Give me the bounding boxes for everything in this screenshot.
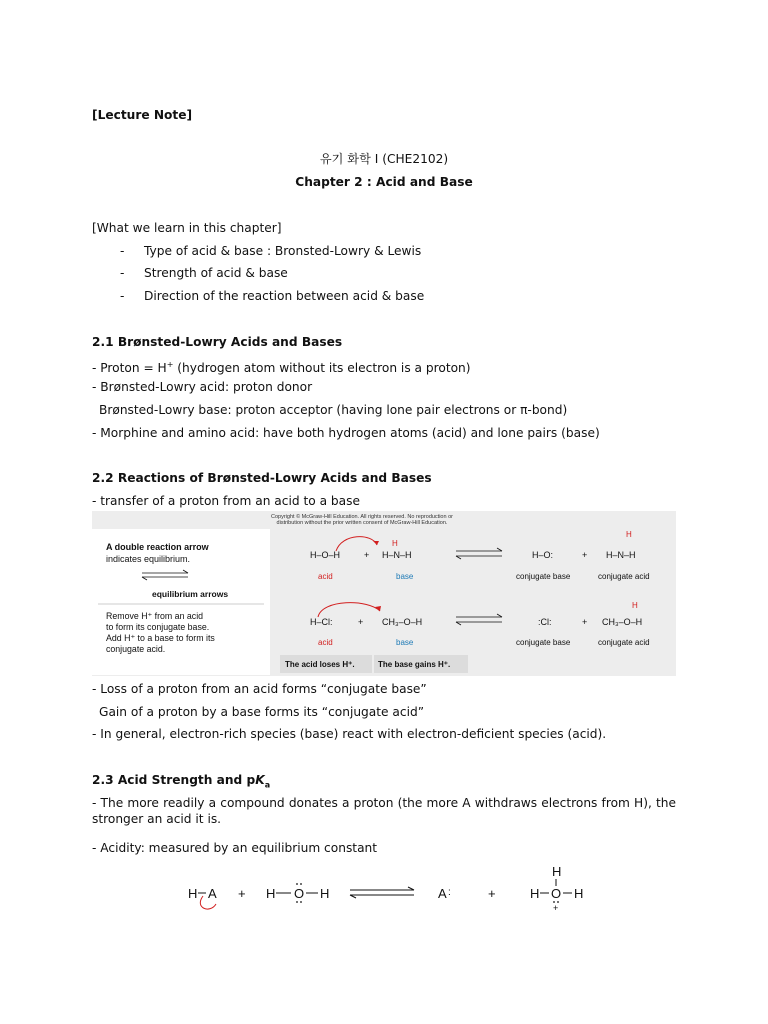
base-gains-text: The base gains H⁺. — [378, 660, 451, 669]
s21-line-1: - Proton = H+ (hydrogen atom without its electron is a proton) — [92, 360, 471, 376]
desc-line-2: to form its conjugate base. — [106, 622, 210, 632]
row2-acid-hcl: H–Cl: — [310, 617, 333, 627]
s21-line-3: Brønsted-Lowry base: proton acceptor (having lone pair electrons or π-bond) — [99, 403, 568, 417]
desc-line-3: Add H⁺ to a base to form its — [106, 633, 215, 643]
eq-h3o-o: O — [551, 886, 562, 901]
eq-water-o: O — [294, 886, 305, 901]
acidity-equilibrium-equation — [180, 862, 600, 926]
eq-water-h1: H — [266, 886, 276, 901]
section-2-1-title: 2.1 Brønsted-Lowry Acids and Bases — [92, 335, 343, 349]
row2-cb-label: conjugate base — [516, 638, 571, 647]
row1-conjugate-acid: H–N–H — [606, 550, 636, 560]
eq-anion-charge: : — [448, 887, 451, 898]
s22-after-2: Gain of a proton by a base forms its “conjugate acid” — [99, 705, 425, 719]
section-2-3-title: 2.3 Acid Strength and $pK_a$ — [92, 773, 271, 790]
row1-base-top-h: H — [392, 539, 398, 548]
plus-sign: + — [582, 617, 588, 627]
s23-paragraph-1: - The more readily a compound donates a proton (the more A withdraws electrons from H), the stronger an acid it is. — [92, 796, 676, 826]
equilibrium-arrows-label: equilibrium arrows — [152, 589, 229, 599]
chapter-title: Chapter 2 : Acid and Base — [295, 175, 473, 189]
eq-h3o-h1: H — [530, 886, 540, 901]
intro-heading: [What we learn in this chapter] — [92, 221, 282, 235]
eq-h3o-charge: + — [553, 903, 559, 913]
plus-sign: + — [358, 617, 364, 627]
row2-ca-top-h: H — [632, 601, 638, 610]
eq-water-h2: H — [320, 886, 330, 901]
eq-h3o-h2: H — [574, 886, 584, 901]
plus-sign: + — [488, 886, 496, 901]
acid-loses-text: The acid loses H⁺. — [285, 660, 355, 669]
curved-arrow-icon — [318, 603, 380, 617]
row1-cb-label: conjugate base — [516, 572, 571, 581]
double-arrow-subtitle: indicates equilibrium. — [106, 554, 191, 564]
row2-conjugate-acid: CH₃–O–H — [602, 617, 643, 627]
desc-line-1: Remove H⁺ from an acid — [106, 611, 204, 621]
row1-base-label: base — [396, 572, 414, 581]
equilibrium-arrow-icon — [456, 548, 502, 559]
eq-ha-a: A — [208, 886, 217, 901]
bullet-dash: - — [120, 266, 125, 280]
bullet-dash: - — [120, 244, 125, 258]
copyright-line-1: Copyright © McGraw-Hill Education. All rights reserved. No reproduction or — [271, 514, 453, 520]
section-2-2-title: 2.2 Reactions of Brønsted-Lowry Acids and Bases — [92, 471, 432, 485]
intro-bullet-3: Direction of the reaction between acid & base — [144, 289, 425, 303]
row1-acid-water: H–O–H — [310, 550, 341, 560]
eq-anion: A — [438, 886, 447, 901]
course-title: 유기 화학 I (CHE2102) — [319, 152, 449, 166]
s22-after-3: - In general, electron-rich species (base) react with electron-deficient species (acid). — [92, 727, 607, 741]
row2-base-label: base — [396, 638, 414, 647]
row1-conjugate-base: H–O: — [532, 550, 554, 560]
row1-ca-label: conjugate acid — [598, 572, 650, 581]
intro-bullet-2: Strength of acid & base — [144, 266, 288, 280]
s22-line-1: - transfer of a proton from an acid to a base — [92, 494, 360, 508]
row1-ca-top-h: H — [626, 530, 632, 539]
equilibrium-arrow-icon — [456, 614, 502, 625]
eq-ha-h: H — [188, 886, 198, 901]
curved-arrow-icon — [336, 537, 377, 551]
plus-sign: + — [364, 550, 370, 560]
row2-acid-label: acid — [318, 638, 333, 647]
s21-line-4: - Morphine and amino acid: have both hydrogen atoms (acid) and lone pairs (base) — [92, 426, 600, 440]
row1-base-amine: H–N–H — [382, 550, 412, 560]
intro-bullet-1: Type of acid & base : Bronsted-Lowry & Lewis — [144, 244, 422, 258]
copyright-line-2: distribution without the prior written consent of McGraw-Hill Education. — [276, 520, 448, 526]
equilibrium-arrow-icon — [350, 887, 414, 898]
row2-base-methanol: CH₃–O–H — [382, 617, 423, 627]
lecture-note-label: [Lecture Note] — [92, 108, 193, 122]
row1-acid-label: acid — [318, 572, 333, 581]
bullet-dash: - — [120, 289, 125, 303]
s21-line-2: - Brønsted-Lowry acid: proton donor — [92, 380, 313, 394]
s23-paragraph-2: - Acidity: measured by an equilibrium constant — [92, 841, 378, 855]
acid-base-reaction-figure — [92, 511, 676, 676]
plus-sign: + — [582, 550, 588, 560]
eq-h3o-top-h: H — [552, 864, 562, 879]
row2-ca-label: conjugate acid — [598, 638, 650, 647]
desc-line-4: conjugate acid. — [106, 644, 166, 654]
row2-conjugate-base: :Cl: — [538, 617, 552, 627]
s22-after-1: - Loss of a proton from an acid forms “conjugate base” — [92, 682, 427, 696]
double-arrow-title: A double reaction arrow — [106, 542, 209, 552]
plus-sign: + — [238, 886, 246, 901]
